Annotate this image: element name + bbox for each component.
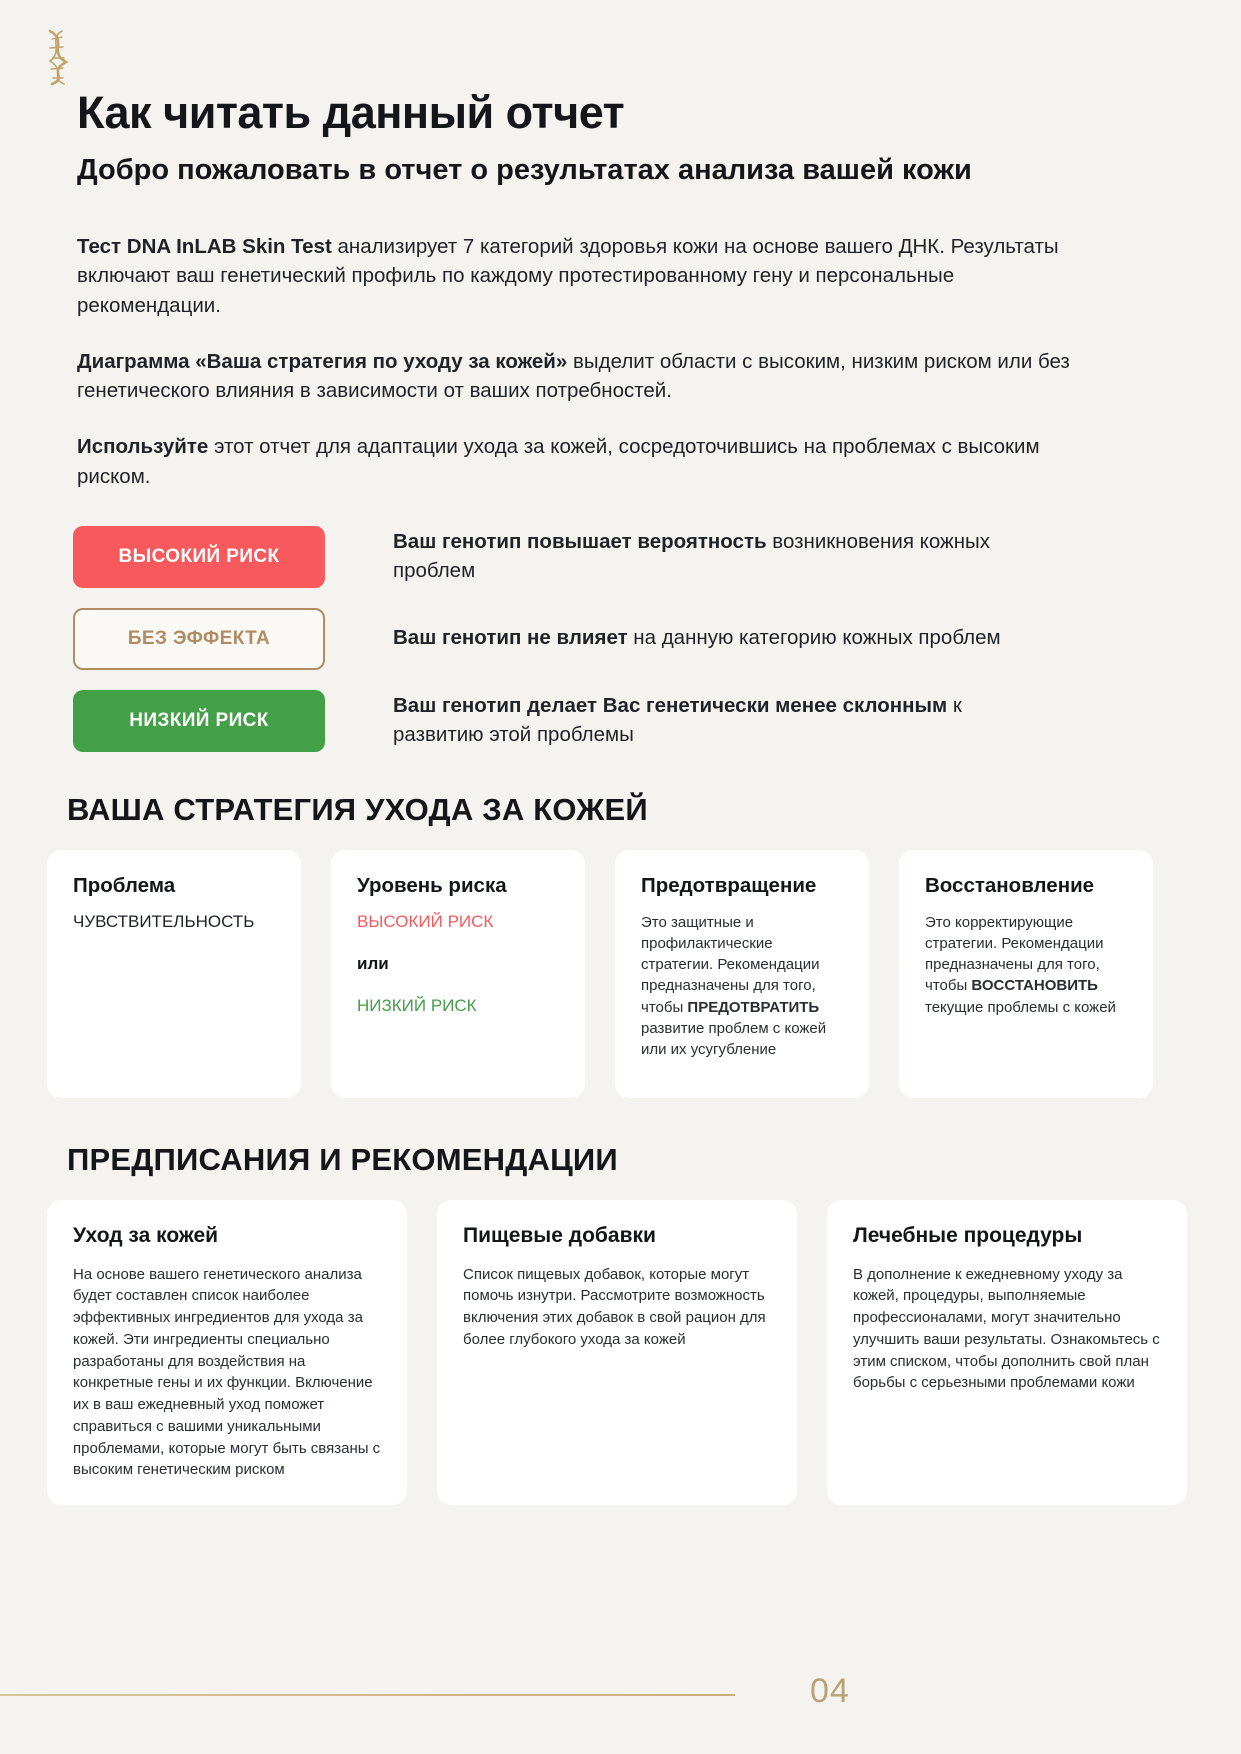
recommendation-card-supplements-title: Пищевые добавки (463, 1223, 656, 1247)
strategy-card-risk-level (331, 850, 585, 1098)
prevention-body-bold: ПРЕДОТВРАТИТЬ (687, 998, 820, 1016)
page-number: 04 (810, 1672, 850, 1710)
risk-legend (45, 526, 1196, 752)
intro-paragraph-2 (77, 347, 1087, 406)
legend-text-high-risk (393, 528, 1013, 585)
intro-2-bold: Диаграмма «Ваша стратегия по уходу за кожей» (77, 349, 568, 373)
recovery-body-bold: ВОССТАНОВИТЬ (971, 977, 1098, 995)
recommendation-card-treatments (827, 1200, 1187, 1506)
intro-1-bold: Тест DNA InLAB Skin Test (77, 234, 332, 258)
legend-text-high-risk-rest: возникновения кожных проблем (393, 529, 991, 582)
recommendation-card-skincare-body: На основе вашего генетического анализа будет составлен список наиболее эффективных ингредиентов для ухода за кожей. Эти ингредиенты специально разработаны для воздействия на конкретные гены и их функции. Включение их в ваш ежедневный уход поможет справиться с вашими уникальными проблемами, которые могут быть связаны с высоким генетическим риском (73, 1265, 381, 1479)
strategy-card-risk-title: Уровень риска (357, 873, 507, 897)
recommendation-card-supplements (437, 1200, 797, 1506)
page-subtitle: Добро пожаловать в отчет о результатах анализа вашей кожи (77, 154, 972, 187)
recommendation-cards (45, 1200, 1196, 1506)
legend-text-low-risk-bold: Ваш генотип делает Вас генетически менее склонным (393, 693, 948, 717)
legend-row-low-risk (73, 690, 1196, 752)
footer-divider (0, 1694, 735, 1696)
recommendation-card-supplements-body: Список пищевых добавок, которые могут помочь изнутри. Рассмотрите возможность включения этих добавок в свой рацион для более глубокого ухода за кожей (463, 1265, 766, 1348)
strategy-card-risk-low: НИЗКИЙ РИСК (357, 995, 477, 1015)
strategy-card-recovery-body (925, 912, 1129, 1018)
recommendation-card-treatments-body: В дополнение к ежедневному уходу за кожей, процедуры, выполняемые профессионалами, могут значительно улучшить ваши результаты. Ознакомьтесь с этим списком, чтобы дополнить свой план борьбы с серьезными проблемами кожи (853, 1265, 1160, 1392)
intro-2-rest: выделит области с высоким, низким риском или без генетического влияния в зависимости от ваших потребностей. (77, 349, 1070, 403)
legend-row-no-effect (73, 608, 1196, 670)
recommendations-section-heading: ПРЕДПИСАНИЯ И РЕКОМЕНДАЦИИ (67, 1141, 618, 1177)
strategy-cards (45, 850, 1196, 1098)
intro-3-bold: Используйте (77, 435, 209, 459)
strategy-card-problem (47, 850, 301, 1098)
intro-paragraph-1 (77, 232, 1087, 321)
legend-text-no-effect (393, 624, 1001, 653)
badge-no-effect: БЕЗ ЭФФЕКТА (73, 608, 325, 670)
strategy-section-heading: ВАША СТРАТЕГИЯ УХОДА ЗА КОЖЕЙ (67, 791, 648, 827)
strategy-card-problem-title: Проблема (73, 873, 176, 897)
legend-text-low-risk-rest: к развитию этой проблемы (393, 693, 962, 746)
badge-high-risk: ВЫСОКИЙ РИСК (73, 526, 325, 588)
legend-text-no-effect-rest: на данную категорию кожных проблем (627, 626, 1001, 650)
intro-paragraph-3 (77, 432, 1087, 491)
intro-section (45, 232, 1087, 492)
legend-row-high-risk (73, 526, 1196, 588)
recovery-body-1: Это корректирующие стратегии. Рекомендации предназначены для того, чтобы (925, 913, 1104, 995)
intro-3-rest: этот отчет для адаптации ухода за кожей, сосредоточившись на проблемах с высоким риском. (77, 435, 1040, 488)
strategy-card-recovery-title: Восстановление (925, 873, 1095, 897)
intro-1-rest: анализирует 7 категорий здоровья кожи на основе вашего ДНК. Результаты включают ваш генетический профиль по каждому протестированному гену и персональные рекомендации. (77, 234, 1059, 317)
strategy-card-prevention (615, 850, 869, 1098)
recommendation-card-skincare (47, 1200, 407, 1506)
dna-helix-logo (38, 28, 78, 86)
recovery-body-2: текущие проблемы с кожей (925, 998, 1116, 1016)
legend-text-low-risk (393, 692, 1013, 749)
page-title: Как читать данный отчет (77, 87, 625, 138)
prevention-body-2: развитие проблем с кожей или их усугубление (641, 1020, 827, 1059)
legend-text-high-risk-bold: Ваш генотип повышает вероятность (393, 529, 767, 553)
badge-low-risk: НИЗКИЙ РИСК (73, 690, 325, 752)
strategy-card-recovery (899, 850, 1153, 1098)
recommendation-card-skincare-title: Уход за кожей (73, 1223, 219, 1247)
recommendation-card-treatments-title: Лечебные процедуры (853, 1223, 1083, 1247)
strategy-card-prevention-body (641, 912, 845, 1061)
page-footer (0, 1672, 1241, 1712)
prevention-body-1: Это защитные и профилактические стратегии. Рекомендации предназначены для того, чтобы (641, 913, 820, 1016)
strategy-card-risk-high: ВЫСОКИЙ РИСК (357, 911, 494, 931)
strategy-card-risk-or: или (357, 953, 389, 973)
legend-text-no-effect-bold: Ваш генотип не влияет (393, 626, 628, 650)
strategy-card-prevention-title: Предотвращение (641, 873, 817, 897)
strategy-card-problem-value: ЧУВСТВИТЕЛЬНОСТЬ (73, 911, 255, 931)
